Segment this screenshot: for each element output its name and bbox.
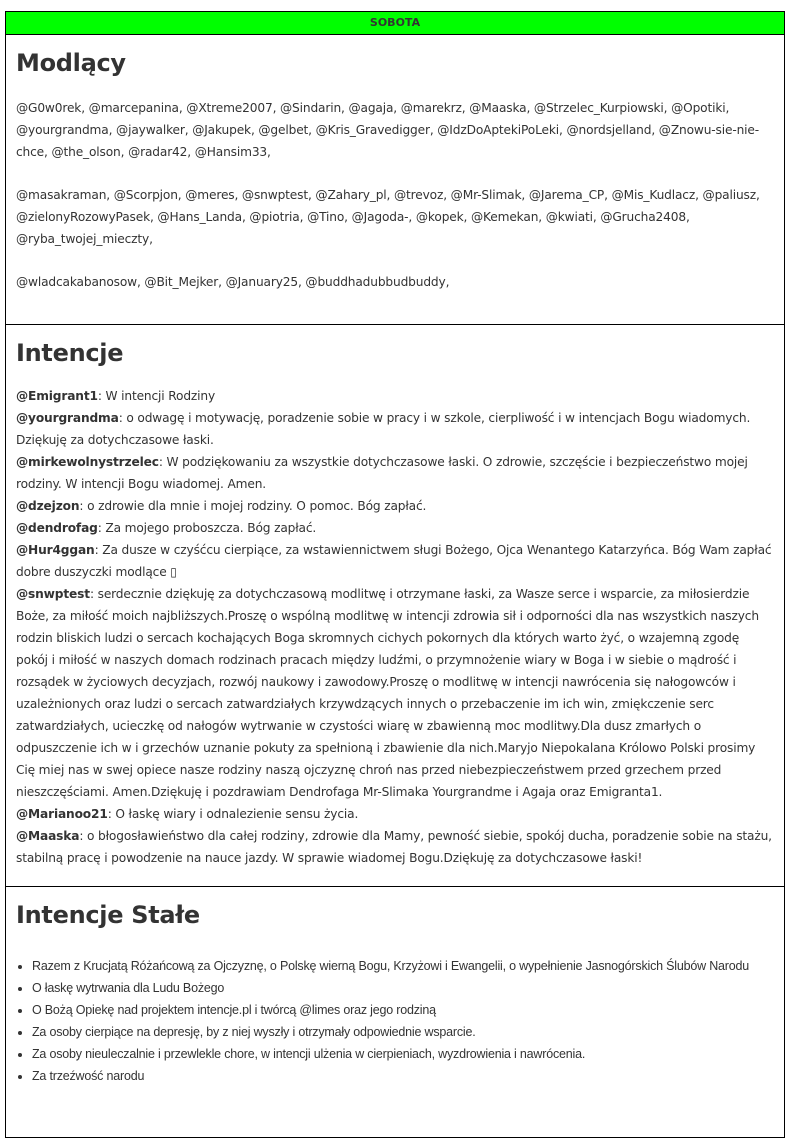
standing-intention-item: • O Bożą Opiekę nad projektem intencje.pl i twórcą @limes oraz jego rodziną (32, 999, 774, 1021)
intention-text: : O łaskę wiary i odnalezienie sensu życia. (107, 807, 359, 821)
intention-text: : W intencji Rodziny (97, 389, 216, 403)
standing-intentions-list (16, 955, 774, 1087)
intention-item (16, 825, 774, 869)
intention-item (16, 539, 774, 583)
intention-text: : o odwagę i motywację, poradzenie sobie w pracy i w szkole, cierpliwość i w intencjach Bogu wiadomych. Dziękuję za dotychczasowe łaski. (16, 411, 751, 447)
day-panel (5, 11, 785, 1138)
intention-item (16, 407, 774, 451)
intention-text: : o zdrowie dla mnie i mojej rodziny. O pomoc. Bóg zapłać. (79, 499, 427, 513)
intention-user[interactable]: @Marianoo21 (16, 807, 108, 821)
section-intencje (6, 325, 784, 887)
standing-intention-item: • O łaskę wytrwania dla Ludu Bożego (32, 977, 774, 999)
intention-text: : W podziękowaniu za wszystkie dotychczasowe łaski. O zdrowie, szczęście i bezpieczeństwo mojej rodziny. W intencji Bogu wiadomej. Amen. (16, 455, 748, 491)
intention-text: : Za dusze w czyśćcu cierpiące, za wstawiennictwem sługi Bożego, Ojca Wenantego Katarzyńca. Bóg Wam zapłać dobre duszyczki modlące ▯ (16, 543, 772, 579)
intention-user[interactable]: @Hur4ggan (16, 543, 95, 557)
praying-users-group: @wladcakabanosow, @Bit_Mejker, @January25, @buddhadubbudbuddy, (16, 275, 450, 289)
intention-text: : serdecznie dziękuję za dotychczasową modlitwę i otrzymane łaski, za Wasze serce i wsparcie, za miłosierdzie Boże, za miłość moich najbliższych.Proszę o wspólną modlitwę w intencji zdrowia sił i odporności dla nas wszystkich naszych rodzin bliskich ludzi o sercach kochających Boga skromnych cichych pokornych dla których warto żyć, o wzajemną zgodę pokój i miłość w naszych domach rodzinach pracach między ludźmi, o przymnożenie wiary w Boga i w siebie o mądrość i rozsądek w życiowych decyzjach, rozwój naukowy i zawodowy.Proszę o modlitwę w intencji nawrócenia się nałogowców i uzależnionych oraz ludzi o sercach zatwardziałych krzywdzących innych o przebaczenie im ich win, zmiękczenie serc zatwardziałych, ucieczkę od nałogów wytrwanie w czystości wiarę w zbawienną moc modlitwy.Dla dusz zmarłych o odpuszczenie ich w i grzechów uznanie pokuty za spełnioną i zbawienie dla nich.Maryjo Niepokalana Królowo Polski prosimy Cię miej nas w swej opiece nasze rodziny naszą ojczyznę chroń nas przed niebezpieczeństwem przed grzechem przed nieszczęściami. Amen.Dziękuję i pozdrawiam Dendrofaga Mr-Slimaka Yourgrandme i Agaja oraz Emigranta1. (16, 587, 759, 799)
standing-intention-item: • Za osoby nieuleczalnie i przewlekle chore, w intencji ulżenia w cierpieniach, wyzdrowienia i nawrócenia. (32, 1043, 774, 1065)
intention-text: : o błogosławieństwo dla całej rodziny, zdrowie dla Mamy, pewność siebie, spokój ducha, poradzenie sobie na stażu, stabilną pracę i powodzenie na nauce jazdy. W sprawie wiadomej Bogu.Dziękuję za dotychczasowe łaski! (16, 829, 772, 865)
intention-user[interactable]: @dzejzon (16, 499, 80, 513)
section-title-intencje-stale: Intencje Stałe (16, 901, 200, 929)
intention-text: : Za mojego proboszcza. Bóg zapłać. (97, 521, 317, 535)
intention-item (16, 495, 774, 517)
intention-user[interactable]: @snwptest (16, 587, 90, 601)
section-intencje-stale (6, 887, 784, 1137)
praying-users-group: @masakraman, @Scorpjon, @meres, @snwptest, @Zahary_pl, @trevoz, @Mr-Slimak, @Jarema_CP, @Mis_Kudlacz, @paliusz, @zielonyRozowyPasek, @Hans_Landa, @piotria, @Tino, @Jagoda-, @kopek, @Kemekan, @kwiati, @Grucha2408, @ryba_twojej_mieczty, (16, 188, 760, 246)
section-modlacy (6, 35, 784, 325)
intention-item (16, 385, 774, 407)
intention-user[interactable]: @mirkewolnystrzelec (16, 455, 159, 469)
standing-intention-item: • Za osoby cierpiące na depresję, by z niej wyszły i otrzymały odpowiednie wsparcie. (32, 1021, 774, 1043)
praying-users-group: @G0w0rek, @marcepanina, @Xtreme2007, @Sindarin, @agaja, @marekrz, @Maaska, @Strzelec_Kurpiowski, @Opotiki, @yourgrandma, @jaywalker, @Jakupek, @gelbet, @Kris_Gravedigger, @IdzDoAptekiPoLeki, @nordsjelland, @Znowu-sie-nie-chce, @the_olson, @radar42, @Hansim33, (16, 101, 759, 159)
section-title-modlacy: Modlący (16, 49, 126, 77)
intention-item (16, 451, 774, 495)
standing-intention-item: • Za trzeźwość narodu (32, 1065, 774, 1087)
intention-item (16, 803, 774, 825)
day-header: SOBOTA (6, 12, 784, 35)
standing-intention-item: • Razem z Krucjatą Różańcową za Ojczyznę, o Polskę wierną Bogu, Krzyżowi i Ewangelii, o wypełnienie Jasnogórskich Ślubów Narodu (32, 955, 774, 977)
intention-item (16, 583, 774, 803)
intention-user[interactable]: @yourgrandma (16, 411, 119, 425)
intention-user[interactable]: @Maaska (16, 829, 80, 843)
intention-user[interactable]: @Emigrant1 (16, 389, 98, 403)
section-title-intencje: Intencje (16, 339, 124, 367)
intention-user[interactable]: @dendrofag (16, 521, 98, 535)
intention-item (16, 517, 774, 539)
